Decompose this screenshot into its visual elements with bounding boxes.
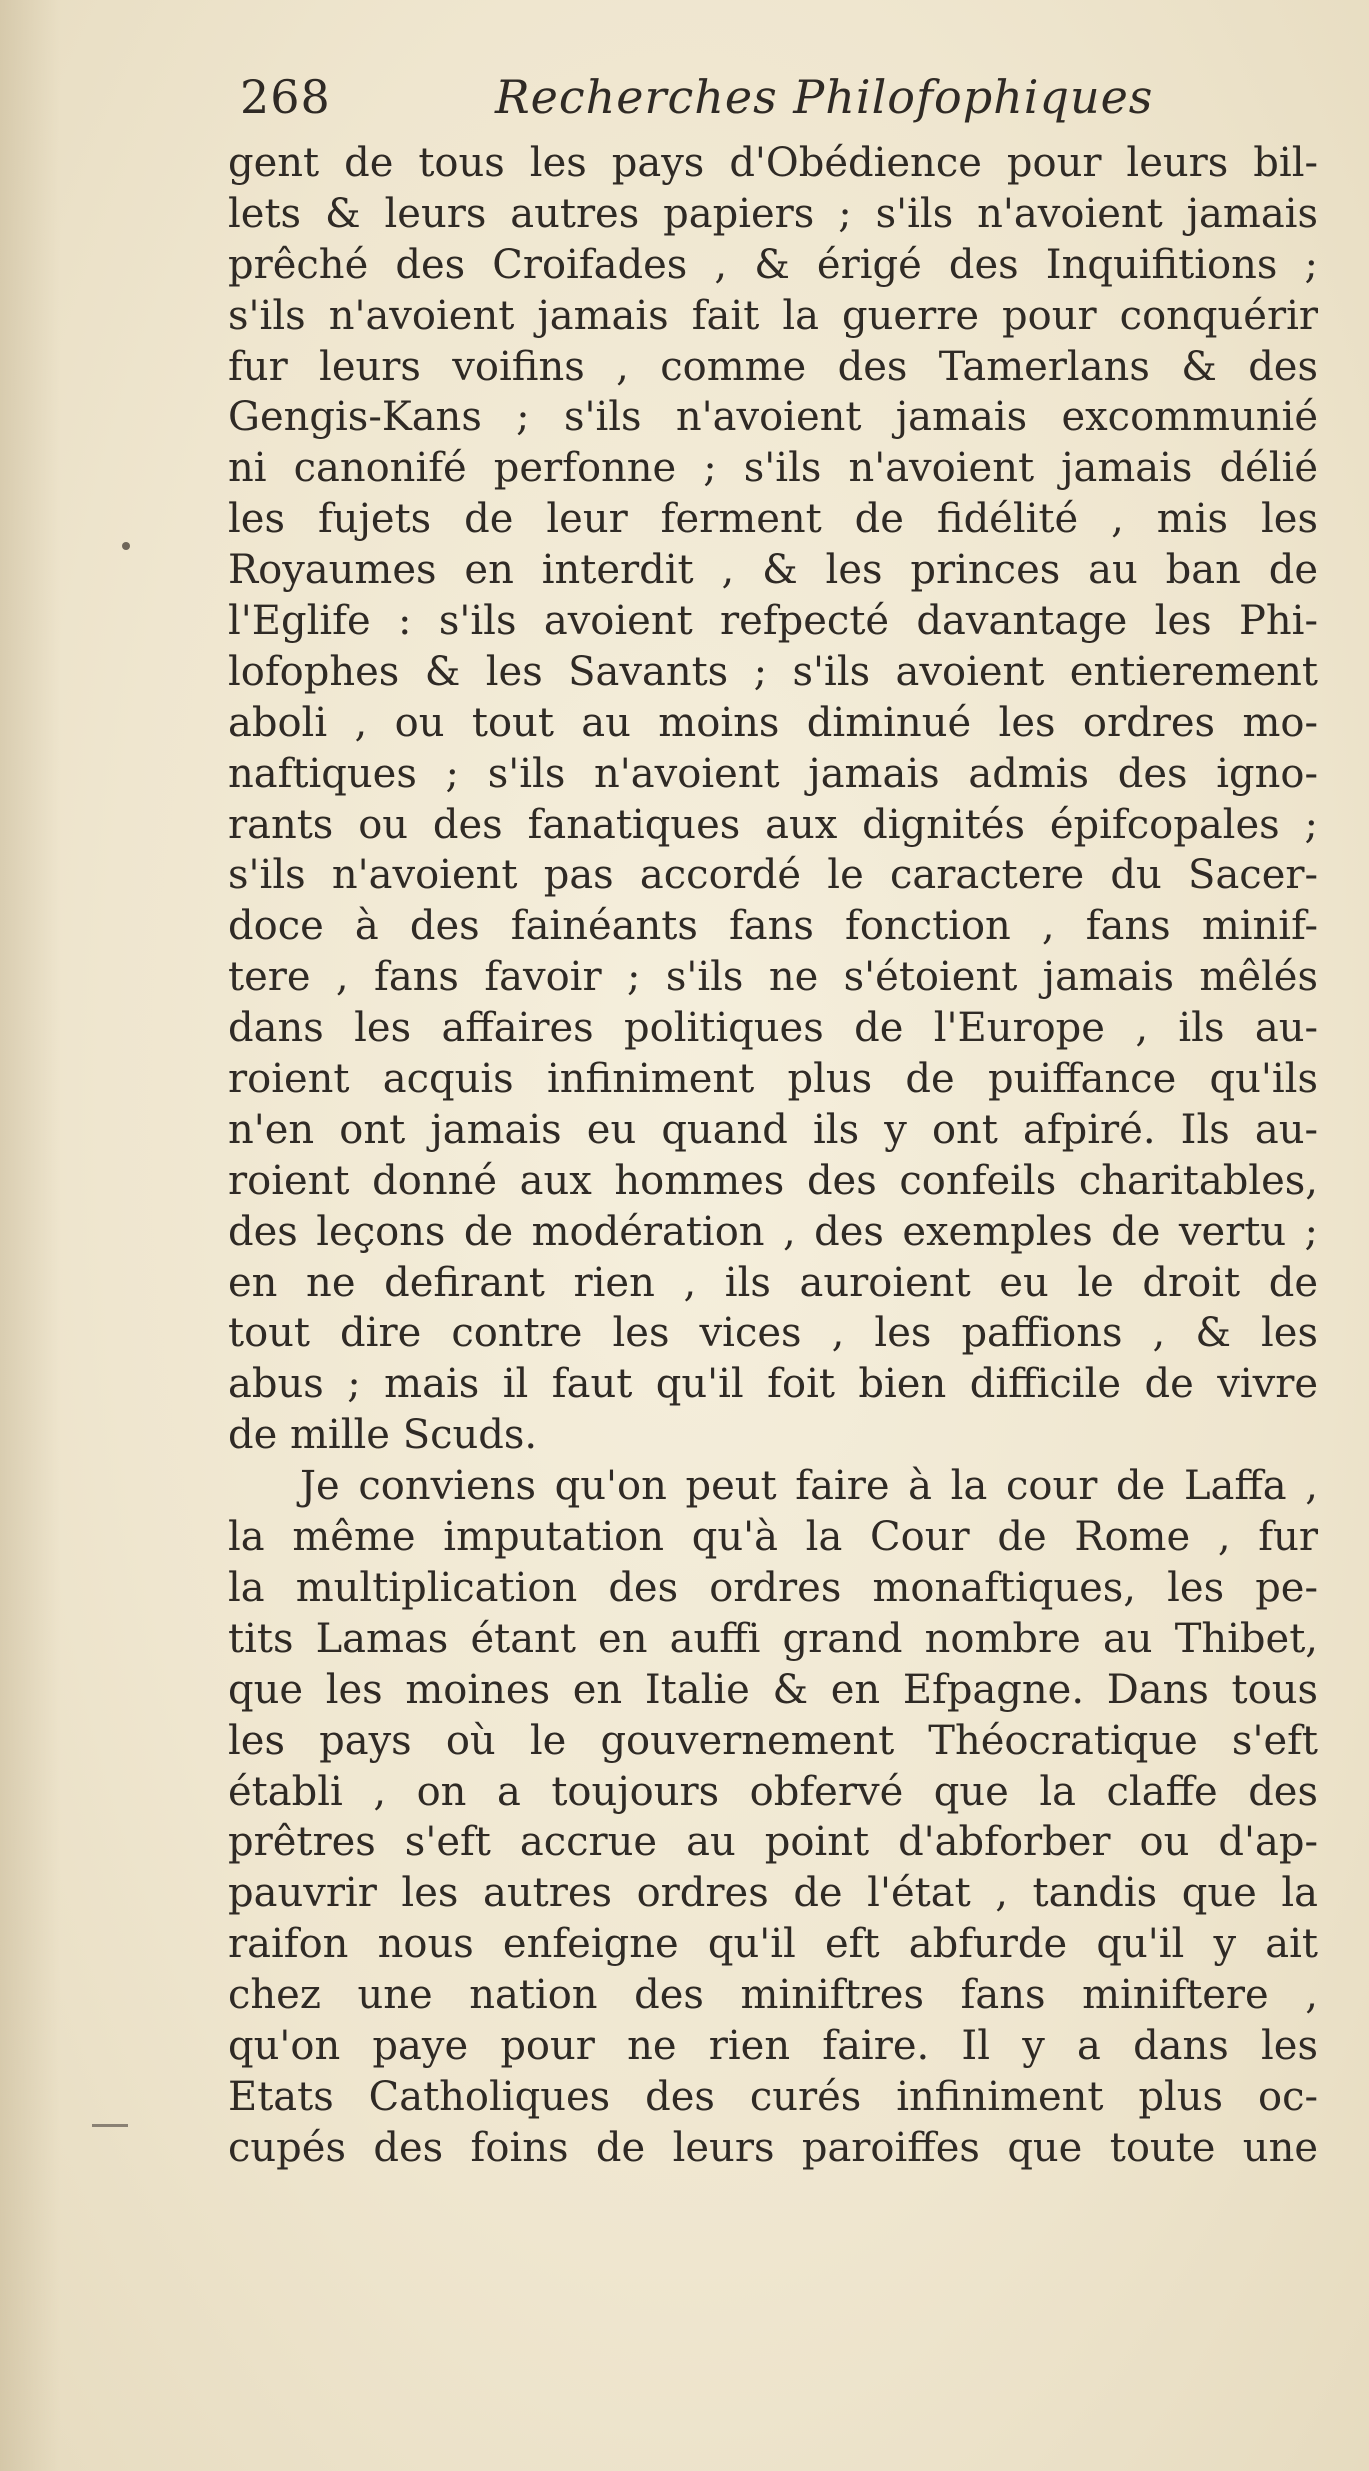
text-line: raifon nous enfeigne qu'il eft abfurde qu'il y ait [228,1921,1318,1968]
text-line: les pays où le gouvernement Théocratique s'eft [228,1717,1318,1764]
text-line: prêtres s'eft accrue au point d'abforber ou d'ap- [228,1819,1318,1866]
margin-mark [122,542,130,550]
text-line: fur leurs voifins , comme des Tamerlans & des [228,343,1318,390]
text-line: les fujets de leur ferment de fidélité , mis les [228,496,1318,543]
text-line: pauvrir les autres ordres de l'état , tandis que la [228,1870,1318,1917]
text-line: roient acquis infiniment plus de puiffance qu'ils [228,1056,1318,1103]
text-line: lets & leurs autres papiers ; s'ils n'avoient jamais [228,190,1318,237]
text-line: Gengis-Kans ; s'ils n'avoient jamais excommunié [228,394,1318,441]
text-line: lofophes & les Savants ; s'ils avoient entierement [228,648,1318,695]
margin-mark [92,2124,128,2127]
text-line: dans les affaires politiques de l'Europe , ils au- [228,1005,1318,1052]
text-line: abus ; mais il faut qu'il foit bien difficile de vivre [228,1361,1318,1408]
text-line: doce à des fainéants fans fonction , fans minif- [228,903,1318,950]
gutter-shadow [0,0,60,2471]
text-line: l'Eglife : s'ils avoient refpecté davantage les Phi- [228,598,1318,645]
text-line: ni canonifé perfonne ; s'ils n'avoient jamais délié [228,445,1318,492]
text-line: Etats Catholiques des curés infiniment plus oc- [228,2073,1318,2120]
text-line: tere , fans favoir ; s'ils ne s'étoient jamais mêlés [228,954,1318,1001]
text-line: prêché des Croifades , & érigé des Inquifitions ; [228,241,1318,288]
text-line: naftiques ; s'ils n'avoient jamais admis des igno- [228,750,1318,797]
body-text [228,138,1318,2174]
text-line: aboli , ou tout au moins diminué les ordres mo- [228,699,1318,746]
text-line: que les moines en Italie & en Efpagne. Dans tous [228,1666,1318,1713]
text-line: des leçons de modération , des exemples de vertu ; [228,1208,1318,1255]
text-line: chez une nation des miniftres fans miniftere , [228,1972,1318,2019]
paragraph-start-line: Je conviens qu'on peut faire à la cour de Laffa , [300,1463,1318,1510]
text-line: Royaumes en interdit , & les princes au ban de [228,547,1318,594]
text-line: en ne defirant rien , ils auroient eu le droit de [228,1259,1318,1306]
text-line: gent de tous les pays d'Obédience pour leurs bil- [228,140,1318,186]
text-line: la même imputation qu'à la Cour de Rome , fur [228,1514,1318,1561]
text-line: s'ils n'avoient pas accordé le caractere du Sacer- [228,852,1318,899]
paragraph-end-line: de mille Scuds. [228,1412,538,1459]
text-line: tits Lamas étant en auffi grand nombre au Thibet, [228,1615,1318,1662]
text-line: la multiplication des ordres monaftiques, les pe- [228,1564,1318,1611]
text-line: n'en ont jamais eu quand ils y ont afpiré. Ils au- [228,1106,1318,1153]
text-line: roient donné aux hommes des confeils charitables, [228,1157,1318,1204]
running-title: Recherches Philofophiques [495,70,1154,124]
text-line: rants ou des fanatiques aux dignités épifcopales ; [228,801,1318,848]
text-line: établi , on a toujours obfervé que la claffe des [228,1768,1318,1815]
text-line: qu'on paye pour ne rien faire. Il y a dans les [228,2022,1318,2069]
text-line: cupés des foins de leurs paroiffes que toute une [228,2124,1318,2171]
text-line: s'ils n'avoient jamais fait la guerre pour conquérir [228,292,1318,339]
page-number: 268 [240,70,331,124]
text-line: tout dire contre les vices , les paffions , & les [228,1310,1318,1357]
page-header [240,70,1200,140]
